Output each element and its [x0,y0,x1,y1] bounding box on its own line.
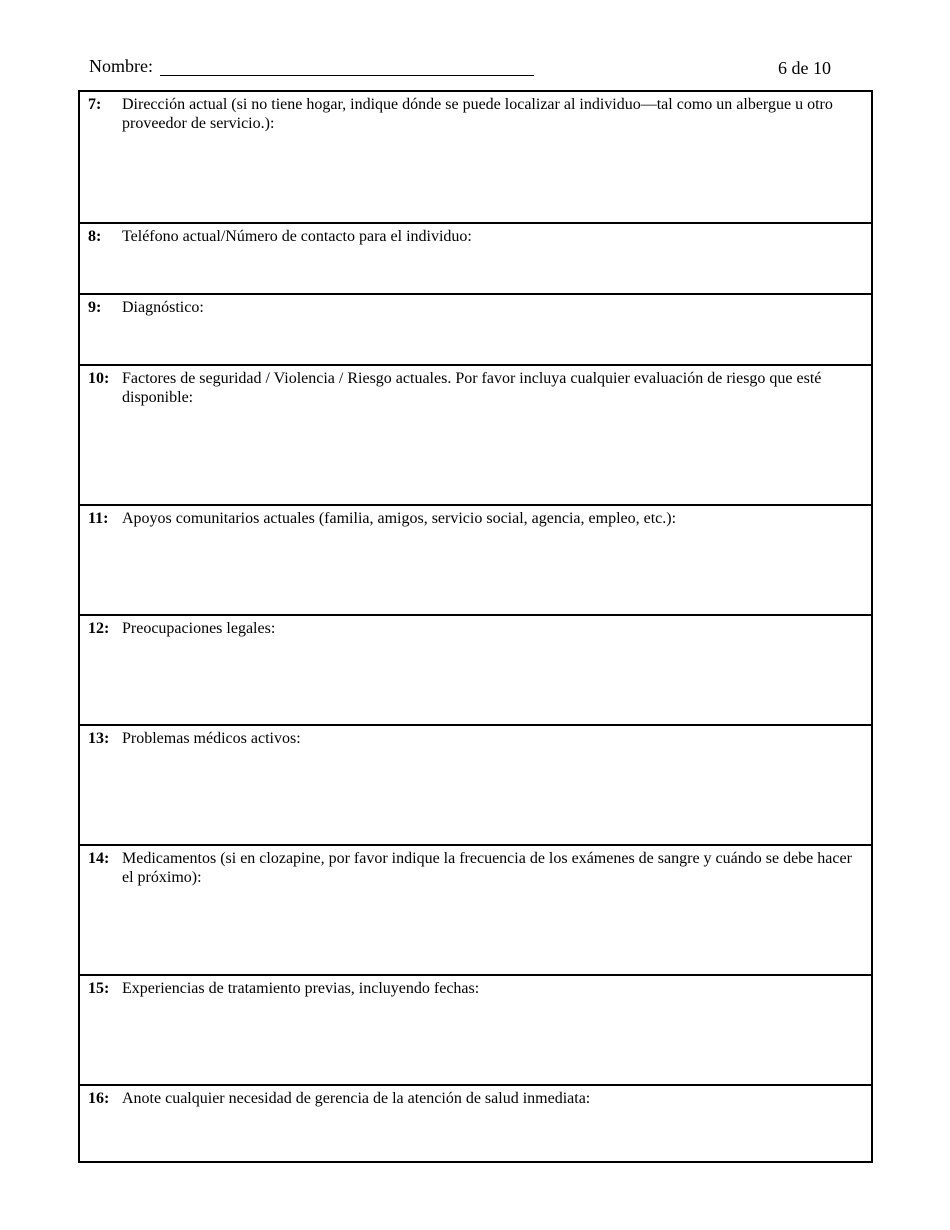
question-number: 11: [88,510,109,527]
name-field-line[interactable] [160,75,534,76]
form-row-14 [80,844,871,974]
question-number: 9: [88,299,102,316]
form-row-8 [80,222,871,293]
question-number: 14: [88,850,110,867]
form-row-12 [80,614,871,724]
form-table [78,90,873,1163]
answer-area-address[interactable] [80,136,871,222]
answer-area-medications[interactable] [80,890,871,974]
form-row-10 [80,364,871,504]
question-number: 7: [88,96,102,113]
question-text: Factores de seguridad / Violencia / Riesgo actuales. Por favor incluya cualquier evaluación de riesgo que esté disponible: [122,370,822,406]
form-row-13 [80,724,871,844]
question-text: Preocupaciones legales: [122,620,276,637]
question-text: Experiencias de tratamiento previas, incluyendo fechas: [122,980,480,997]
answer-area-phone[interactable] [80,250,871,293]
question-number: 10: [88,370,110,387]
question-text: Dirección actual (si no tiene hogar, indique dónde se puede localizar al individuo—tal como un albergue u otro proveedor de servicio.): [122,96,833,132]
form-row-9 [80,293,871,364]
question-number: 12: [88,620,110,637]
answer-area-community-supports[interactable] [80,532,871,614]
form-row-11 [80,504,871,614]
question-text: Teléfono actual/Número de contacto para el individuo: [122,228,472,245]
question-text: Medicamentos (si en clozapine, por favor indique la frecuencia de los exámenes de sangre y cuándo se debe hacer el próximo): [122,850,852,886]
form-row-16 [80,1084,871,1161]
form-row-15 [80,974,871,1084]
question-text: Diagnóstico: [122,299,204,316]
question-number: 15: [88,980,110,997]
page-number: 6 de 10 [778,58,831,78]
answer-area-legal-concerns[interactable] [80,642,871,724]
form-row-7 [80,92,871,222]
page-header [89,56,831,80]
question-text: Anote cualquier necesidad de gerencia de la atención de salud inmediata: [122,1090,591,1107]
question-number: 13: [88,730,110,747]
question-number: 8: [88,228,102,245]
question-text: Problemas médicos activos: [122,730,301,747]
answer-area-risk-factors[interactable] [80,410,871,504]
answer-area-diagnosis[interactable] [80,321,871,364]
name-label: Nombre: [89,56,153,76]
question-text: Apoyos comunitarios actuales (familia, amigos, servicio social, agencia, empleo, etc.): [122,510,677,527]
answer-area-health-care-needs[interactable] [80,1112,871,1161]
answer-area-prior-treatment[interactable] [80,1002,871,1084]
question-number: 16: [88,1090,110,1107]
answer-area-medical-problems[interactable] [80,752,871,844]
